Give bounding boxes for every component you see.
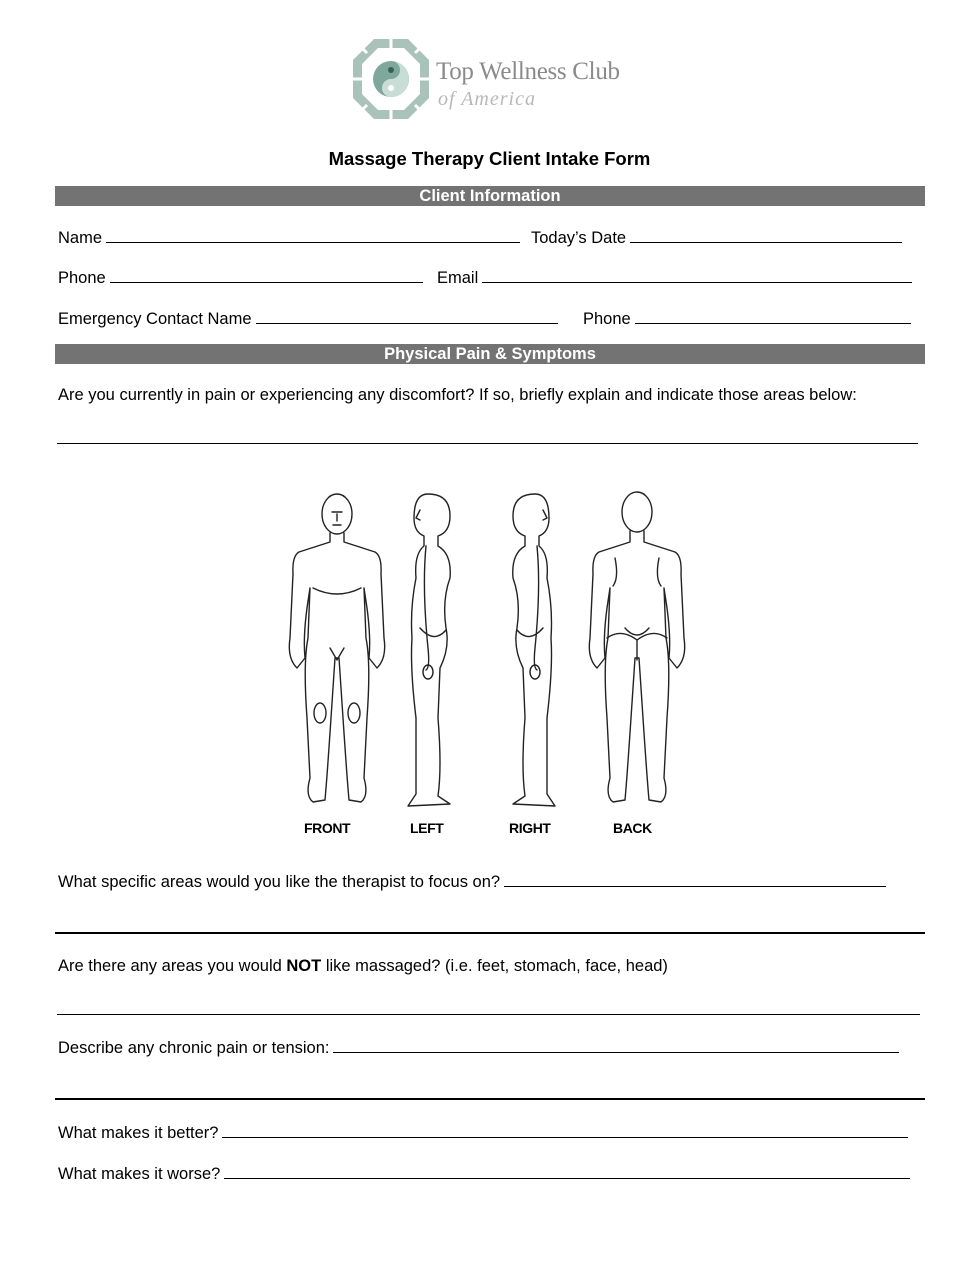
not-emphasis: NOT — [286, 957, 322, 975]
emergency-phone-input-line[interactable] — [635, 309, 911, 324]
body-left-figure[interactable] — [408, 494, 450, 806]
better-input-line[interactable] — [222, 1123, 908, 1138]
pain-question: Are you currently in pain or experiencing any discomfort? If so, briefly explain and indicate those areas below: — [58, 386, 857, 404]
brand-tagline: of America — [438, 88, 536, 110]
worse-question-row — [58, 1164, 910, 1184]
better-question-row — [58, 1123, 908, 1143]
email-field-row — [437, 268, 912, 288]
focus-input-line[interactable] — [504, 872, 886, 887]
emergency-contact-name-input-line[interactable] — [256, 309, 558, 324]
name-input-line[interactable] — [106, 228, 520, 243]
body-front-figure[interactable] — [289, 494, 384, 802]
name-label: Name — [58, 229, 103, 247]
better-question: What makes it better? — [58, 1124, 219, 1142]
logo — [350, 36, 640, 122]
chronic-question: Describe any chronic pain or tension: — [58, 1039, 330, 1057]
name-field-row — [58, 228, 520, 248]
focus-answer-line[interactable] — [55, 932, 925, 934]
focus-question-row — [58, 872, 886, 892]
todays-date-input-line[interactable] — [630, 228, 902, 243]
label-left: LEFT — [410, 820, 444, 836]
body-diagram[interactable] — [285, 488, 695, 844]
label-back: BACK — [613, 820, 652, 836]
emergency-phone-label: Phone — [583, 310, 631, 328]
section-header-client-info: Client Information — [55, 186, 925, 206]
emergency-name-row — [58, 309, 558, 329]
worse-input-line[interactable] — [224, 1164, 910, 1179]
email-label: Email — [437, 269, 479, 287]
label-front: FRONT — [304, 820, 351, 836]
not-massaged-answer-line[interactable] — [57, 1014, 920, 1015]
date-field-row — [531, 228, 902, 248]
todays-date-label: Today’s Date — [531, 229, 627, 247]
pain-answer-line[interactable] — [57, 443, 918, 444]
chronic-answer-line[interactable] — [55, 1098, 925, 1100]
not-massaged-question-text-end: like massaged? (i.e. feet, stomach, face, head) — [321, 957, 668, 975]
worse-question: What makes it worse? — [58, 1165, 221, 1183]
wellness-emblem-icon — [350, 36, 432, 122]
body-right-figure[interactable] — [513, 494, 555, 806]
focus-question: What specific areas would you like the therapist to focus on? — [58, 873, 501, 891]
not-massaged-question-text: Are there any areas you would — [58, 957, 287, 975]
brand-name: Top Wellness Club — [436, 58, 620, 85]
chronic-input-line[interactable] — [333, 1038, 899, 1053]
phone-label: Phone — [58, 269, 106, 287]
chronic-question-row — [58, 1038, 899, 1058]
body-back-figure[interactable] — [589, 492, 684, 802]
section-header-pain: Physical Pain & Symptoms — [55, 344, 925, 364]
phone-field-row — [58, 268, 423, 288]
emergency-phone-row — [583, 309, 911, 329]
label-right: RIGHT — [509, 820, 551, 836]
emergency-contact-name-label: Emergency Contact Name — [58, 310, 252, 328]
email-input-line[interactable] — [482, 268, 912, 283]
phone-input-line[interactable] — [110, 268, 423, 283]
form-title: Massage Therapy Client Intake Form — [328, 148, 651, 169]
not-massaged-question — [58, 957, 668, 976]
